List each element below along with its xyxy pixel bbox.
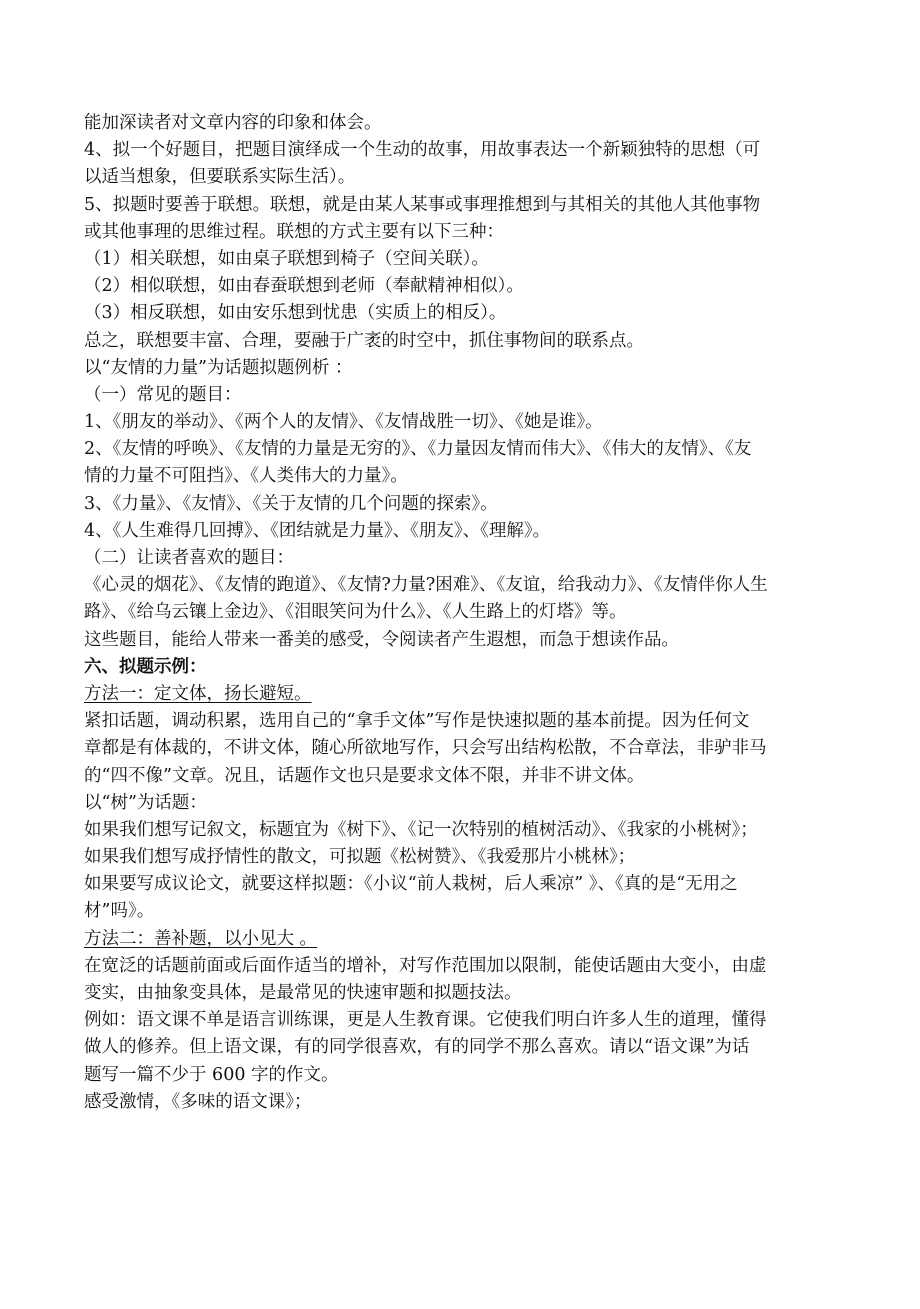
text-line: （2）相似联想，如由春蚕联想到老师（奉献精神相似）。 xyxy=(84,276,524,297)
text-line: 情的力量不可阻挡》、《人类伟大的力量》。 xyxy=(84,466,408,487)
text-line: 变实，由抽象变具体，是最常见的快速审题和拟题技法。 xyxy=(84,983,522,1003)
text-line: 以“树”为话题： xyxy=(84,792,207,813)
text-line: （3）相反联想，如由安乐想到忧患（实质上的相反）。 xyxy=(84,303,507,324)
text-line: 题写一篇不少于 600 字的作文。 xyxy=(84,1064,339,1085)
text-line: 2、《友情的呼唤》、《友情的力量是无穷的》、《力量因友情而伟大》、《伟大的友情》、《友 xyxy=(84,439,752,460)
text-line: 以适当想象，但要联系实际生活）。 xyxy=(84,167,356,188)
text-line: 例如：语文课不单是语言训练课，更是人生教育课。它使我们明白许多人生的道理，懂得 xyxy=(84,1010,767,1031)
text-line: 总之，联想要丰富、合理，要融于广袤的时空中，抓住事物间的联系点。 xyxy=(84,330,644,351)
text-line: （1）相关联想，如由桌子联想到椅子（空间关联）。 xyxy=(84,248,489,269)
method-heading xyxy=(84,681,844,708)
section-heading: 六、拟题示例： xyxy=(84,656,207,677)
text-line: 材”吗》。 xyxy=(84,901,155,922)
method-heading xyxy=(84,926,844,953)
text-line: 4、《人生难得几回搏》、《团结就是力量》、《朋友》、《理解》。 xyxy=(84,520,551,541)
text-line: 感受激情，《多味的语文课》； xyxy=(84,1091,312,1112)
method-heading-text: 方法一：定文体，扬长避短。 xyxy=(84,683,312,704)
text-line: 以“友情的力量”为话题拟题例析 ： xyxy=(84,357,353,378)
text-line: 在宽泛的话题前面或后面作适当的增补，对写作范围加以限制，能使话题由大变小，由虚 xyxy=(84,955,767,976)
text-line: 紧扣话题，调动积累，选用自己的“拿手文体”写作是快速拟题的基本前提。因为任何文 xyxy=(84,711,750,732)
text-line: 路》、《给乌云镶上金边》、《泪眼笑问为什么》、《人生路上的灯塔》等。 xyxy=(84,602,627,623)
text-line: 5、拟题时要善于联想。联想，就是由某人某事或事理推想到与其相关的其他人其他事物 xyxy=(84,194,761,215)
text-line: 的“四不像”文章。况且，话题作文也只是要求文体不限，并非不讲文体。 xyxy=(84,765,645,786)
text-line: 如果我们想写成抒情性的散文，可拟题《松树赞》、《我爱那片小桃林》； xyxy=(84,847,636,868)
text-line: 如果要写成议论文，就要这样拟题：《小议“前人栽树，后人乘凉” 》、《真的是“无用之 xyxy=(84,874,738,895)
text-line: 这些题目，能给人带来一番美的感受，令阅读者产生遐想，而急于想读作品。 xyxy=(84,629,679,650)
text-line: 能加深读者对文章内容的印象和体会。 xyxy=(84,113,382,133)
method-heading-text: 方法二：善补题，以小见大 。 xyxy=(84,928,318,949)
text-line: 4、拟一个好题目，把题目演绎成一个生动的故事，用故事表达一个新颖独特的思想（可 xyxy=(84,140,761,161)
text-line: 章都是有体裁的，不讲文体，随心所欲地写作，只会写出结构松散，不合章法，非驴非马 xyxy=(84,738,767,759)
text-line: （二）让读者喜欢的题目： xyxy=(84,548,294,568)
text-line: 如果我们想写记叙文，标题宜为《树下》、《记一次特别的植树活动》、《我家的小桃树》； xyxy=(84,819,758,840)
text-line: 做人的修养。但上语文课，有的同学很喜欢，有的同学不那么喜欢。请以“语文课”为话 xyxy=(84,1037,750,1058)
text-line: 《心灵的烟花》、《友情的跑道》、《友情?力量?困难》、《友谊，给我动力》、《友情伴你人生 xyxy=(84,575,768,596)
text-line: 或其他事理的思维过程。联想的方式主要有以下三种： xyxy=(84,221,504,242)
text-line: 1、《朋友的举动》、《两个人的友情》、《友情战胜一切》、《她是谁》。 xyxy=(84,412,603,433)
text-line: （一）常见的题目： xyxy=(84,384,242,405)
text-line: 3、《力量》、《友情》、《关于友情的几个问题的探索》。 xyxy=(84,493,498,514)
document-body xyxy=(84,110,844,1116)
